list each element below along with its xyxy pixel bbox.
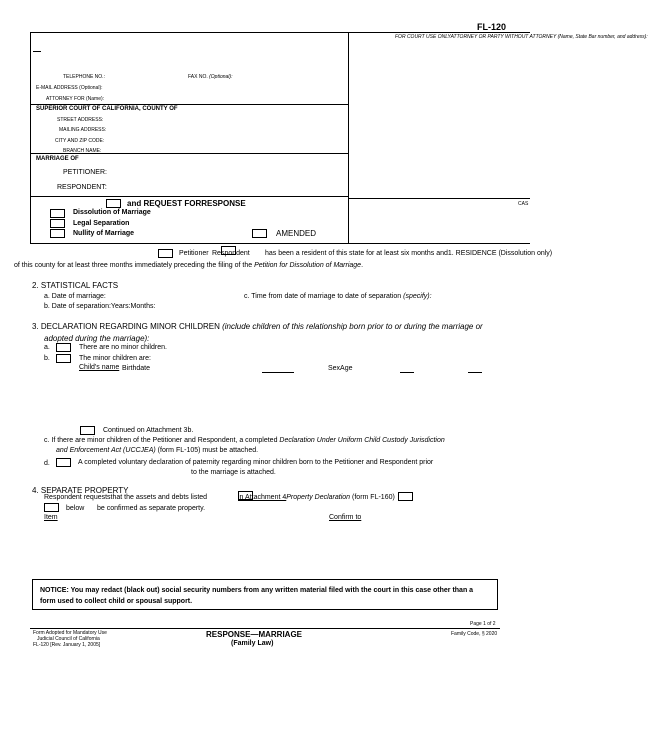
continued-attachment-label: Continued on Attachment 3b. — [103, 427, 194, 434]
below-label: below — [66, 505, 85, 512]
no-minor-children-label: There are no minor children. — [79, 344, 167, 351]
notice-text: NOTICE: You may redact (black out) social security numbers from any written material filed with the court in this case other than a form used to collect child or spousal support. — [40, 587, 474, 605]
date-of-marriage-label: a. Date of marriage: — [44, 293, 106, 300]
uccjea-text-line2: and Enforcement Act (UCCJEA) (form FL-105) must be attached. — [56, 447, 259, 454]
nullity-label: Nullity of Marriage — [73, 230, 135, 237]
branch-name-label: BRANCH NAME: — [63, 148, 102, 154]
separate-property-request: Respondent requeststhat the assets and debts listed — [44, 494, 208, 501]
no-minor-children-checkbox[interactable] — [56, 343, 71, 352]
response-checkbox[interactable] — [106, 199, 121, 208]
fax-label: FAX NO. (Optional): — [188, 74, 233, 80]
caption-top-border — [30, 32, 530, 33]
form-adopted-label: Form Adopted for Mandatory Use — [33, 630, 107, 636]
nullity-checkbox[interactable] — [50, 229, 65, 238]
mailing-address-label: MAILING ADDRESS: — [59, 127, 107, 133]
attorney-name-mark — [33, 51, 41, 52]
paternity-checkbox[interactable] — [56, 458, 71, 467]
property-declaration-checkbox[interactable] — [398, 492, 413, 501]
judicial-council-label: Judicial Council of California — [37, 636, 100, 642]
footer-title: RESPONSE—MARRIAGE — [206, 630, 303, 639]
uccjea-text: c. If there are minor children of the Petitioner and Respondent, a completed Declaration Under Uniform Child Custody Jurisdiction — [44, 437, 445, 444]
minor-children-are-label: The minor children are: — [79, 355, 151, 362]
date-of-separation-label: b. Date of separation:Years:Months: — [44, 303, 156, 310]
footer-subtitle: (Family Law) — [231, 640, 274, 647]
birthdate-column: Birthdate — [122, 365, 151, 372]
footer-rule — [30, 628, 500, 629]
street-address-label: STREET ADDRESS: — [57, 117, 104, 123]
item3a-label: a. — [44, 344, 50, 351]
dissolution-label: Dissolution of Marriage — [73, 209, 151, 216]
child-name-column: Child's name — [79, 364, 120, 371]
telephone-label: TELEPHONE NO.: — [63, 74, 105, 80]
attachment4-text: in Attachment 4Property Declaration (form FL-160) — [238, 494, 395, 501]
separate-property-heading: 4. SEPARATE PROPERTY — [32, 486, 129, 495]
birthdate-underline — [262, 372, 294, 373]
time-married-label: c. Time from date of marriage to date of separation (specify): — [244, 293, 432, 300]
residence-text-line2: of this county for at least three months immediately preceding the filing of the Petition for Dissolution of Marriage. — [14, 262, 364, 269]
item3d-label: d. — [44, 460, 50, 467]
legal-separation-checkbox[interactable] — [50, 219, 65, 228]
family-code-reference: Family Code, § 2020 — [451, 631, 498, 637]
dissolution-checkbox[interactable] — [50, 209, 65, 218]
continued-attachment-checkbox[interactable] — [80, 426, 95, 435]
minor-children-are-checkbox[interactable] — [56, 354, 71, 363]
form-number: FL-120 — [477, 22, 507, 32]
statistical-facts-heading: 2. STATISTICAL FACTS — [32, 281, 119, 290]
below-checkbox[interactable] — [44, 503, 59, 512]
attorney-block-divider — [30, 104, 348, 105]
notice-box — [32, 579, 498, 610]
case-number-label: CAS — [518, 201, 529, 207]
caption-bottom-border — [30, 243, 530, 244]
petitioner-checkbox[interactable] — [158, 249, 173, 258]
petitioner-label: PETITIONER: — [63, 169, 107, 176]
item1-respondent-label: Respondent — [212, 250, 250, 257]
age-underline — [468, 372, 482, 373]
item1-petitioner-label: Petitioner — [179, 250, 209, 257]
marriage-of-label: MARRIAGE OF — [36, 156, 79, 162]
minor-children-heading-line2: adopted during the marriage): — [44, 334, 150, 343]
email-label: E-MAIL ADDRESS (Optional): — [36, 85, 103, 91]
legal-separation-label: Legal Separation — [73, 220, 130, 227]
confirm-separate-label: be confirmed as separate property. — [97, 505, 206, 512]
sex-underline — [400, 372, 414, 373]
amended-checkbox[interactable] — [252, 229, 267, 238]
page-number: Page 1 of 2 — [470, 621, 496, 627]
court-title: SUPERIOR COURT OF CALIFORNIA, COUNTY OF — [36, 106, 178, 112]
confirm-to-column: Confirm to — [329, 514, 362, 521]
paternity-text: A completed voluntary declaration of paternity regarding minor children born to the Petitioner and Respondent prior — [78, 459, 434, 466]
court-use-only-label: FOR COURT USE ONLYATTORNEY OR PARTY WITHOUT ATTORNEY (Name, State Bar number, and address): — [395, 34, 648, 40]
amended-label: AMENDED — [276, 229, 317, 238]
item3b-label: b. — [44, 355, 50, 362]
caption-left-border — [30, 32, 31, 243]
item-column: Item — [44, 514, 58, 521]
attorney-for-label: ATTORNEY FOR (Name): — [46, 96, 105, 102]
parties-block-divider — [30, 196, 348, 197]
sex-age-column: SexAge — [328, 365, 353, 372]
respondent-label: RESPONDENT: — [57, 184, 107, 191]
residence-text: has been a resident of this state for at least six months and1. RESIDENCE (Dissolution only) — [265, 250, 553, 257]
minor-children-heading: 3. DECLARATION REGARDING MINOR CHILDREN (include children of this relationship born prior to or during the marriage or — [32, 322, 483, 331]
response-heading: and REQUEST FORRESPONSE — [127, 199, 246, 208]
revision-label: FL-120 [Rev. January 1, 2005] — [33, 642, 101, 648]
case-number-divider — [348, 198, 530, 199]
paternity-text-line2: to the marriage is attached. — [191, 469, 276, 476]
city-zip-label: CITY AND ZIP CODE: — [55, 138, 105, 144]
caption-divider — [348, 32, 349, 243]
